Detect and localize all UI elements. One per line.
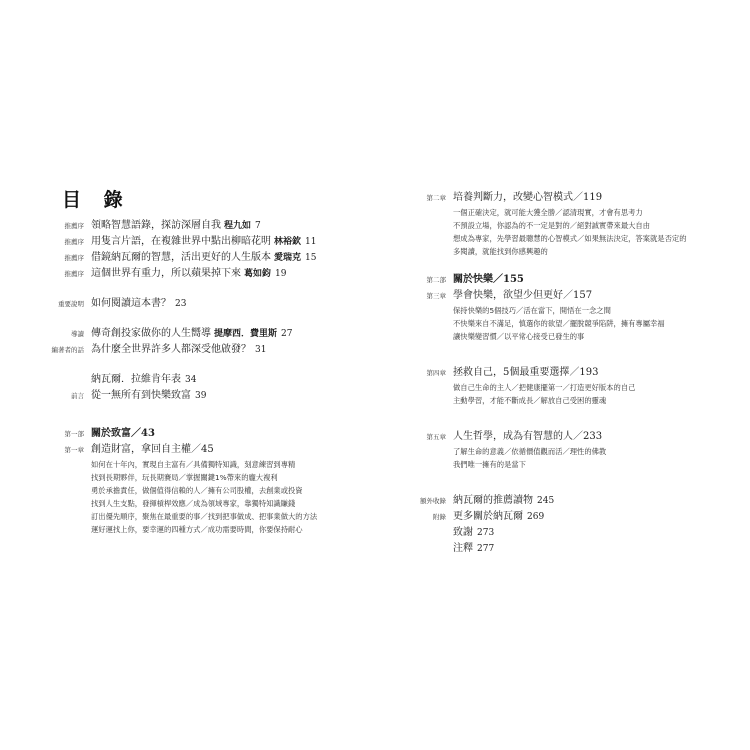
author-name: 林裕欽 — [274, 237, 302, 247]
section-tag: 第四章 — [426, 369, 446, 377]
subsection-line: 運好運找上你，要幸運的四種方式／成功需要時間，你要保持耐心 — [91, 525, 303, 534]
subsection-line: 一個正確決定，就可能大獲全勝／認清現實，才會有思考力 — [453, 208, 643, 217]
subsection-line: 找到長期夥伴，玩長期賽局／掌握關鍵1%帶來的龐大複利 — [91, 473, 278, 482]
entry-title: 如何閱讀這本書？ — [91, 298, 171, 309]
subsection-line: 訂出優先順序，聚焦在最重要的事／找到把事做成、把事業做大的方法 — [91, 512, 318, 521]
section-tag: 導讀 — [71, 330, 84, 338]
toc-entry[interactable] — [36, 266, 366, 282]
chapter-heading[interactable] — [36, 442, 366, 458]
toc-entry[interactable] — [36, 326, 366, 342]
page-number: 31 — [255, 345, 267, 355]
chapter-heading[interactable] — [398, 365, 728, 381]
author-name: 提摩西．費里斯 — [214, 329, 278, 339]
entry-title: 注釋 — [453, 543, 473, 554]
page-title: 目 錄 — [62, 189, 131, 211]
toc-entry[interactable] — [36, 234, 366, 250]
toc-entry[interactable] — [398, 493, 728, 509]
section-tag: 額外收錄 — [420, 497, 446, 505]
chapter-title: 培養判斷力，改變心智模式／119 — [453, 192, 603, 203]
subsection-line: 如何在十年內，實現自主富有／具備獨特知識，刻意練習到專精 — [91, 460, 296, 469]
subsection-line: 找到人生支點，發揮槓桿效應／成為領域專家，靠獨特知識賺錢 — [91, 499, 296, 508]
section-tag: 第二章 — [426, 194, 446, 202]
page-number: 34 — [185, 375, 197, 385]
subsection-line: 了解生命的意義／依循價值觀而活／理性的佛教 — [453, 447, 607, 456]
page-number: 273 — [477, 528, 495, 538]
right-column — [398, 190, 728, 557]
chapter-heading[interactable] — [398, 429, 728, 445]
section-tag: 推薦序 — [64, 254, 84, 262]
page-number: 15 — [305, 253, 317, 263]
part-heading[interactable] — [398, 272, 728, 288]
part-heading[interactable] — [36, 426, 366, 442]
subsection-line: 保持快樂的5個技巧／活在當下，開悟在一念之間 — [453, 306, 611, 315]
subsection-line: 勇於承擔責任，做個值得信賴的人／擁有公司股權，去創業或投資 — [91, 486, 303, 495]
toc-entry[interactable] — [36, 372, 366, 388]
page-number: 23 — [175, 299, 187, 309]
chapter-title: 人生哲學，成為有智慧的人／233 — [453, 431, 603, 442]
entry-title: 這個世界有重力，所以蘋果掉下來 — [91, 268, 241, 279]
entry-title: 從一無所有到快樂致富 — [91, 390, 191, 401]
page-number: 27 — [281, 329, 293, 339]
toc-entry[interactable] — [36, 218, 366, 234]
subsection-line: 讓快樂變習慣／以平常心接受已發生的事 — [453, 332, 585, 341]
section-tag: 第三章 — [426, 292, 446, 300]
toc-entry[interactable] — [36, 388, 366, 404]
entry-title: 傳奇創投家做你的人生嚮導 — [91, 328, 211, 339]
section-tag: 推薦序 — [64, 270, 84, 278]
page-number: 277 — [477, 544, 495, 554]
author-name: 愛瑞克 — [274, 253, 302, 263]
section-tag: 推薦序 — [64, 222, 84, 230]
subsection-line: 不快樂來自不滿足，慎選你的欲望／擺脫競爭陷阱，擁有專屬幸福 — [453, 319, 665, 328]
author-name: 程九如 — [224, 221, 252, 231]
chapter-title: 學會快樂，欲望少但更好／157 — [453, 290, 593, 301]
page-number: 269 — [527, 512, 545, 522]
chapter-heading[interactable] — [398, 288, 728, 304]
entry-title: 更多關於納瓦爾 — [453, 511, 523, 522]
entry-title: 致謝 — [453, 527, 473, 538]
entry-title: 借鏡納瓦爾的智慧，活出更好的人生版本 — [91, 252, 271, 263]
part-title: 關於致富／43 — [91, 428, 155, 439]
chapter-title: 創造財富，拿回自主權／45 — [91, 444, 214, 455]
subsection-line: 不預設立場，你認為的不一定是對的／絕對誠實帶來最大自由 — [453, 221, 651, 230]
entry-title: 領略智慧語錄，探訪深層自我 — [91, 220, 221, 231]
entry-title: 納瓦爾．拉維肯年表 — [91, 374, 181, 385]
section-tag: 第一部 — [64, 430, 84, 438]
page-number: 245 — [537, 496, 555, 506]
subsection-line: 做自己生命的主人／把健康擺第一／打造更好版本的自己 — [453, 383, 636, 392]
author-name: 葛如鈞 — [244, 269, 272, 279]
toc-entry[interactable] — [398, 525, 728, 541]
toc-entry[interactable] — [36, 342, 366, 358]
section-tag: 編著者的話 — [51, 346, 84, 354]
chapter-heading[interactable] — [398, 190, 728, 206]
part-title: 關於快樂／155 — [453, 274, 524, 285]
page-number: 19 — [275, 269, 287, 279]
section-tag: 前言 — [71, 392, 84, 400]
section-tag: 附錄 — [433, 513, 446, 521]
section-tag: 第二部 — [426, 276, 446, 284]
left-column — [36, 218, 366, 536]
subsection-line: 想成為專家，先學習最聰慧的心智模式／如果無法決定，答案就是否定的 — [453, 234, 687, 243]
subsection-line: 多閱讀，就能找到你感興趣的 — [453, 247, 548, 256]
toc-entry[interactable] — [36, 296, 366, 312]
entry-title: 用隻言片語，在複雜世界中點出柳暗花明 — [91, 236, 271, 247]
toc-entry[interactable] — [398, 541, 728, 557]
subsection-line: 主動學習，才能不斷成長／解放自己受困的靈魂 — [453, 396, 607, 405]
section-tag: 第五章 — [426, 433, 446, 441]
page-number: 39 — [195, 391, 207, 401]
section-tag: 第一章 — [64, 446, 84, 454]
page-number: 11 — [305, 237, 317, 247]
section-tag: 推薦序 — [64, 238, 84, 246]
entry-title: 為什麼全世界許多人都深受他啟發？ — [91, 344, 251, 355]
toc-entry[interactable] — [36, 250, 366, 266]
page-number: 7 — [255, 221, 261, 231]
toc-entry[interactable] — [398, 509, 728, 525]
subsection-line: 我們唯一擁有的是當下 — [453, 460, 526, 469]
chapter-title: 拯救自己，5個最重要選擇／193 — [453, 367, 599, 378]
entry-title: 納瓦爾的推薦讀物 — [453, 495, 533, 506]
section-tag: 重要說明 — [58, 300, 84, 308]
